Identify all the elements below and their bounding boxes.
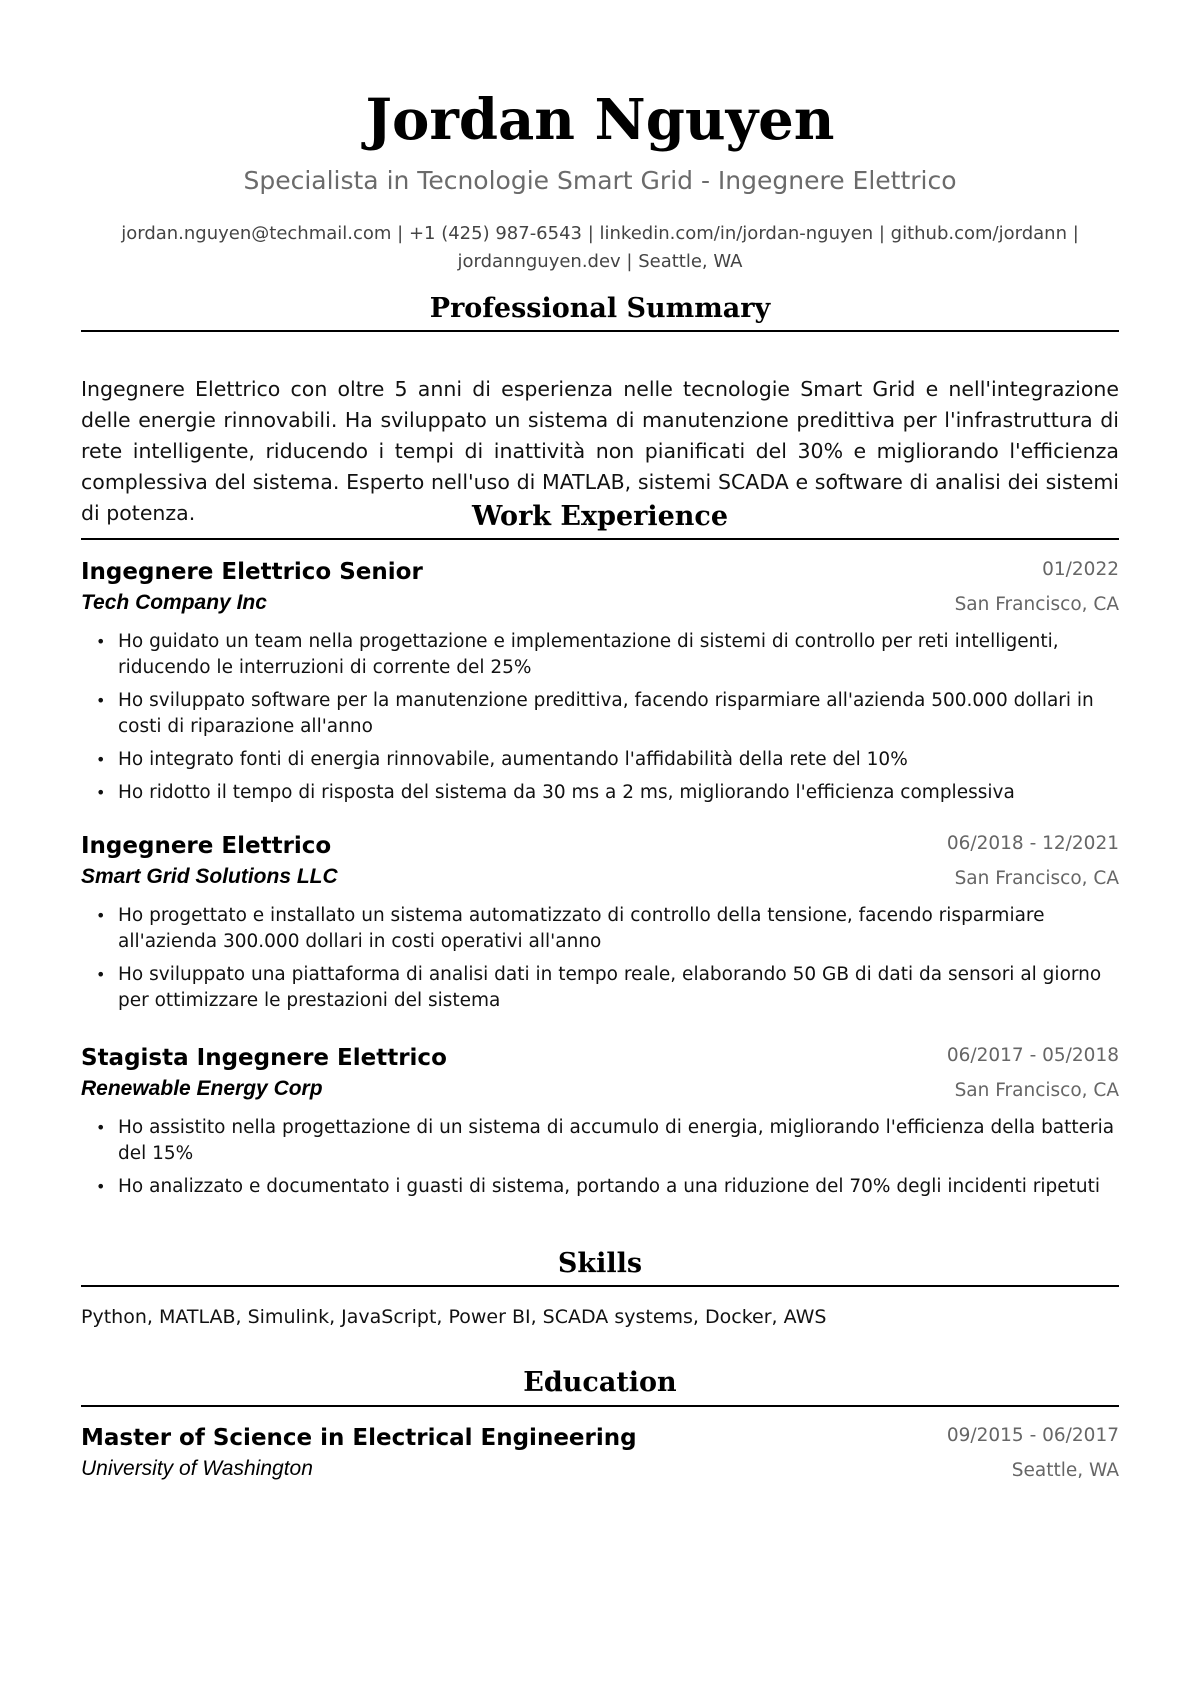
education-location: Seattle, WA <box>1011 1460 1119 1481</box>
job-bullet: • Ho progettato e installato un sistema automatizzato di controllo della tensione, facendo risparmiare all'azienda 300.000 dollari in costi operativi all'anno <box>81 903 1119 955</box>
job-bullet: • Ho assistito nella progettazione di un sistema di accumulo di energia, migliorando l'efficienza della batteria del 15% <box>81 1115 1119 1167</box>
candidate-name: Jordan Nguyen <box>365 87 835 153</box>
candidate-title: Specialista in Tecnologie Smart Grid - Ingegnere Elettrico <box>243 166 957 195</box>
job-title: Ingegnere Elettrico Senior <box>81 559 423 585</box>
job-title: Ingegnere Elettrico <box>81 833 332 859</box>
school-name: University of Washington <box>81 1457 313 1480</box>
skills-list: Python, MATLAB, Simulink, JavaScript, Power BI, SCADA systems, Docker, AWS <box>81 1306 827 1328</box>
summary-text: Ingegnere Elettrico con oltre 5 anni di esperienza nelle tecnologie Smart Grid e nell'integrazione delle energie rinnovabili. Ha sviluppato un sistema di manutenzione predittiva per l'infrastruttura di rete intelligente, riducendo i tempi di inattività non pianificati del 30% e migliorando l'efficienza complessiva del sistema. Esperto nell'uso di MATLAB, sistemi SCADA e software di analisi dei sistemi di potenza. <box>81 377 1119 525</box>
job-dates: 01/2022 <box>1042 559 1119 580</box>
job-bullet: • Ho integrato fonti di energia rinnovabile, aumentando l'affidabilità della rete del 10% <box>81 747 1119 773</box>
experience-heading: Work Experience <box>471 501 729 532</box>
summary-heading: Professional Summary <box>429 293 771 324</box>
skills-heading: Skills <box>557 1248 643 1279</box>
contact-line-1: jordan.nguyen@techmail.com | +1 (425) 987-6543 | linkedin.com/in/jordan-nguyen | github.com/jordann | <box>121 223 1079 244</box>
job-bullet: • Ho sviluppato software per la manutenzione predittiva, facendo risparmiare all'azienda 500.000 dollari in costi di riparazione all'anno <box>81 688 1119 740</box>
degree-title: Master of Science in Electrical Engineering <box>81 1425 637 1451</box>
job-location: San Francisco, CA <box>954 594 1119 615</box>
job-bullet: • Ho ridotto il tempo di risposta del sistema da 30 ms a 2 ms, migliorando l'efficienza complessiva <box>81 780 1119 806</box>
education-heading: Education <box>523 1367 677 1398</box>
job-location: San Francisco, CA <box>954 1080 1119 1101</box>
education-divider <box>81 1405 1119 1407</box>
job-title: Stagista Ingegnere Elettrico <box>81 1045 447 1071</box>
job-dates: 06/2017 - 05/2018 <box>946 1045 1119 1066</box>
job-bullet: • Ho sviluppato una piattaforma di analisi dati in tempo reale, elaborando 50 GB di dati da sensori al giorno per ottimizzare le prestazioni del sistema <box>81 962 1119 1014</box>
job-company: Tech Company Inc <box>81 591 267 614</box>
job-bullet: • Ho analizzato e documentato i guasti di sistema, portando a una riduzione del 70% degli incidenti ripetuti <box>81 1174 1119 1200</box>
contact-line-2: jordannguyen.dev | Seattle, WA <box>457 251 743 272</box>
job-location: San Francisco, CA <box>954 868 1119 889</box>
job-bullets <box>81 629 1119 813</box>
job-bullets <box>81 1115 1119 1207</box>
education-dates: 09/2015 - 06/2017 <box>946 1425 1119 1446</box>
contact-info <box>91 220 1109 276</box>
skills-divider <box>81 1285 1119 1287</box>
job-company: Smart Grid Solutions LLC <box>81 865 338 888</box>
job-dates: 06/2018 - 12/2021 <box>946 833 1119 854</box>
job-bullet: • Ho guidato un team nella progettazione e implementazione di sistemi di controllo per reti intelligenti, riducendo le interruzioni di corrente del 25% <box>81 629 1119 681</box>
job-company: Renewable Energy Corp <box>81 1077 323 1100</box>
summary-divider <box>81 330 1119 332</box>
job-bullets <box>81 903 1119 1021</box>
experience-divider <box>81 538 1119 540</box>
